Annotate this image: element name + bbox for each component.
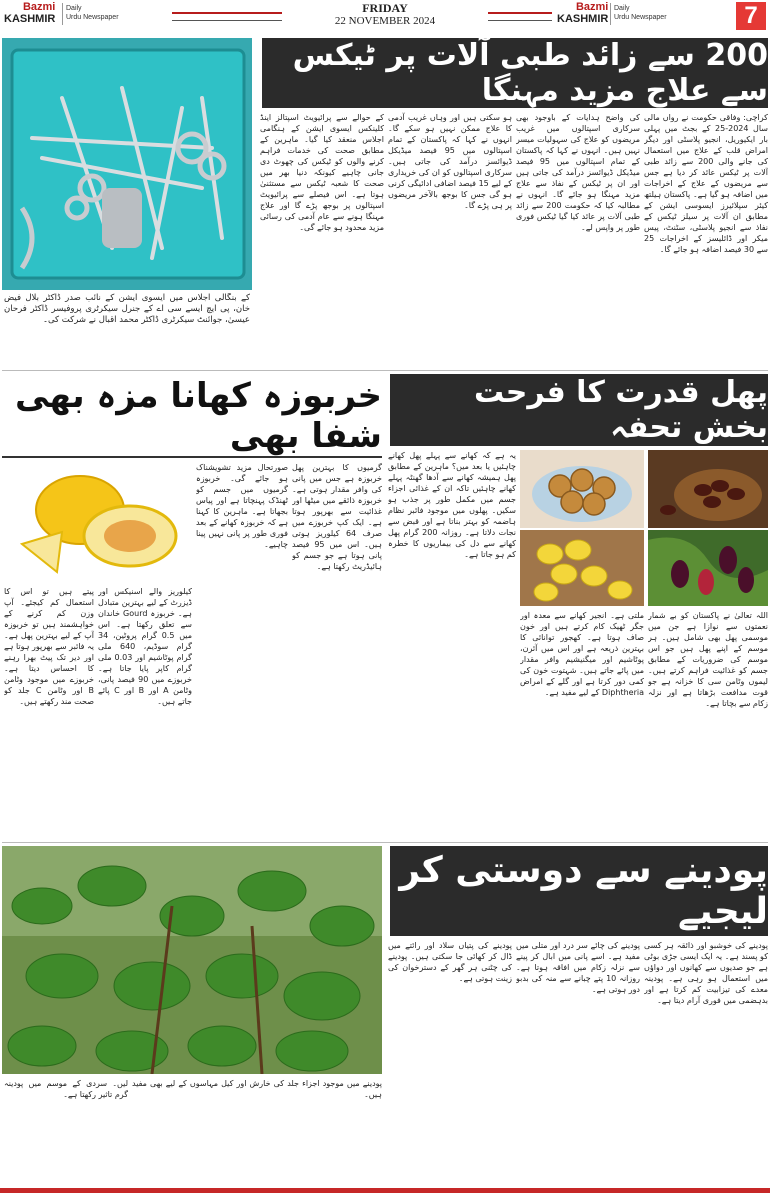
- story2-headline: پھل قدرت کا فرحت بخش تحفہ: [390, 374, 768, 446]
- story4-col-2: پودینے کی چائے سر درد اور متلی میں مفید ہے۔ اسے پانی میں ابال کر پینے سے نزلہ زکام میں افاقہ ہوتا ہے۔ روزانہ 10 پتے چبانے سے منہ کی بدبو دور ہوتی ہے۔: [516, 941, 640, 994]
- story2-col-3: اللہ تعالیٰ نے پاکستان کو بے شمار نعمتوں سے نوازا ہے جن میں موسمی پھل بھی شامل ہیں۔ ہر موسم کے اپنے پھل ہیں جو اس موسم کی ضروریات کے مطابق جسم کو غذائیت فراہم کرتے ہیں۔ لیموں وٹامن سی کا خزانہ ہے جو قوت مدافعت بڑھاتا ہے اور نزلہ زکام سے بچاتا ہے۔: [648, 611, 768, 708]
- story3-headline: خربوزہ کھانا مزہ بھی شفا بھی: [2, 374, 382, 458]
- daily-line1-right: Daily: [614, 5, 630, 12]
- brand-top: Bazmi: [22, 1, 56, 13]
- melon-photo: [2, 462, 192, 582]
- page-number-badge: 7: [736, 2, 766, 30]
- brand-top-right: Bazmi: [575, 1, 609, 13]
- dried-figs-photo: [520, 450, 644, 528]
- daily-line2-right: Urdu Newspaper: [614, 14, 667, 21]
- story3-col-3: صورتحال مزید تشویشناک ہو جائے گی۔ خربوزہ گرمیوں میں جسم کو ٹھنڈک پہنچاتا ہے اور پیاس بجھاتا ہے۔ ماہرین کا کہنا ہے کہ خربوزہ کھانے کے بعد فوری طور پر پانی نہیں پینا چاہیے۔: [196, 463, 288, 549]
- dates-photo: [648, 450, 768, 528]
- story3-col-1: گرمیوں کا بہترین پھل خربوزہ ہے جس میں پانی کی وافر مقدار ہوتی ہے۔ خربوزہ ذائقے میں میٹھا اور غذائیت سے بھرپور ہوتا ہے۔ ایک کپ خربوزے میں صرف 64 کیلوریز ہوتی ہیں۔ اس میں 95 فیصد پانی ہوتا ہے جو جسم کو ہائیڈریٹ رکھتا ہے۔: [292, 463, 382, 571]
- brand-logo-left: [4, 2, 55, 25]
- section-divider: [2, 370, 768, 371]
- day-label: FRIDAY: [362, 1, 408, 15]
- story2-col-1: یہ ہے کہ کھانے سے پہلے پھل کھانے چاہئیں یا بعد میں؟ ماہرین کے مطابق پھل ہمیشہ کھانے سے آدھا گھنٹہ پہلے کھانے چاہئیں تاکہ ان کے غذائی اجزاء جسم میں مکمل طور پر جذب ہو سکیں۔ پھلوں میں موجود فائبر نظام ہاضمہ کو بہتر بناتا ہے اور قبض سے نجات دلاتا ہے۔ روزانہ 200 گرام پھل کھانے سے دل کی بیماریوں کا خطرہ کم ہو جاتا ہے۔: [388, 451, 516, 559]
- story4-headline: پودینے سے دوستی کر لیجیے: [390, 846, 768, 936]
- daily-line2: Urdu Newspaper: [66, 14, 119, 21]
- story1-headline: 200 سے زائد طبی آلات پر ٹیکس سے علاج مزید مہنگا: [262, 38, 768, 108]
- brand-bottom: KASHMIR: [4, 13, 56, 25]
- brand-logo-right: [557, 2, 608, 25]
- mulberries-photo: [648, 530, 768, 606]
- story4-col-3: پودینے کی پتیاں سلاد اور رائتے میں ڈال کر کھائی جا سکتی ہیں۔ پودینے کی چٹنی ہر گھر کے دسترخوان کی زینت ہوتی ہے۔: [388, 941, 512, 983]
- daily-label-left: [66, 4, 119, 22]
- daily-label-right: [614, 4, 667, 22]
- story4-col-4: پودینے میں موجود اجزاء جلد کی خارش اور کیل مہاسوں کے لیے بھی مفید ہیں۔: [132, 1079, 382, 1099]
- story3-col-2: کیلوریز والے اسنیکس اور ڈیزرٹ کے لیے بہترین متبادل ہے۔ خربوزہ Gourd خاندان سے تعلق رکھتا ہے۔ اس میں 0.5 گرام پروٹین، 34 گرام سوڈیم، 640 ملی گرام پوٹاشیم اور 0.03 ملی گرام کاپر پایا جاتا ہے۔ خربوزے میں 90 فیصد پانی، وٹامن A اور B اور C پائے جاتے ہیں۔: [98, 587, 192, 706]
- masthead-date: [285, 2, 485, 28]
- story3-col-4: پیتے ہیں تو اس کا استعمال کم کیجئے۔ آپ وزن کم کرنے کے خواہشمند ہیں تو خربوزہ آپ کے لیے بہترین پھل ہے۔ یہ فائبر سے بھرپور ہوتا ہے اور دیر تک پیٹ بھرا رہنے کا احساس دیتا ہے۔ خربوزے میں موجود وٹامن B اور وٹامن C جلد کو صحت مند رکھتے ہیں۔: [4, 587, 94, 706]
- date-label: 22 NOVEMBER 2024: [334, 15, 436, 27]
- masthead-rule-right: [488, 12, 552, 21]
- masthead: [0, 0, 770, 34]
- story1-caption: کے بنگالی اجلاس میں ایسوی ایشن کے نائب صدر ڈاکٹر بلال فیض خان، پی ایچ ایسے سی اے کے جنرل سیکرٹری پروفیسر ڈاکٹر فرحان عیسیٰ، جوائنٹ سیکرٹری ڈاکٹر محمد اقبال نے شرکت کی۔: [4, 293, 250, 325]
- story4-col-1: پودینے کی خوشبو اور ذائقہ ہر کسی کو پسند ہے۔ یہ ایک ایسی جڑی بوٹی ہے جو صدیوں سے کھانوں اور دواؤں میں استعمال ہو رہی ہے۔ پودینہ معدے کی تیزابیت کم کرتا ہے اور بدہضمی میں فوری آرام دیتا ہے۔: [644, 941, 768, 1005]
- masthead-separator-right: [610, 3, 611, 25]
- story1-col-2: کی واضح ہدایات کے باوجود بھی سرکاری اسپتالوں میں غریب مریضوں کو علاج کی سہولیات میسر نہیں ہیں۔ انہوں نے کہا کہ پاکستان کے تمام اسپتالوں میں 95 فیصد میڈیکل ڈیوائسز درآمد کی جاتی ہیں اور ان پر ٹیکس کے نفاذ سے علاج مزید مہنگا ہو جائے گا۔ انہوں نے مطالبہ کیا کہ حکومت 200 سے زائد طبی آلات پر عائد کیا گیا ٹیکس فوری طور پر واپس لے۔: [516, 113, 640, 232]
- section-divider-2: [2, 842, 768, 843]
- brand-bottom-right: KASHMIR: [557, 13, 609, 25]
- lemons-photo: [520, 530, 644, 606]
- story1-col-1: کراچی: وفاقی حکومت نے رواں مالی سال 2024-25 کے بجٹ میں پہلی بار ایکیوریل، انجیو پلاسٹی اور دیگر امراض قلب کے علاج میں استعمال کی جانے والی 200 سے زائد طبی آلات پر ٹیکس عائد کر دیا ہے جس سے مریضوں کے علاج کے اخراجات میں اضافہ ہو گیا ہے۔ پاکستان ہیلتھ کیئر سپلائیرز ایسوسی ایشن کے مطابق ان آلات پر سیلز ٹیکس کے نفاذ سے انجیو پلاسٹی، سٹنٹ، پیس میکر اور ڈائلیسز کے اخراجات 25 سے 30 فیصد اضافہ ہو جائے گا۔: [644, 113, 768, 254]
- masthead-rule-left: [172, 12, 282, 21]
- story1-col-3: ہو سکتی ہیں اور وہاں غریب آدمی کا علاج ممکن نہیں ہو سکے گا۔ انہوں نے کہا کہ پاکستان کے تمام اسپتالوں میں 95 فیصد میڈیکل ڈیوائسز درآمد کی جاتی ہیں۔ سرکاری اسپتالوں کو ان کی خریداری کے لیے 15 فیصد اضافی ادائیگی کرنی ہو گی جس کا بوجھ بالآخر مریضوں پر ہی پڑے گا۔: [388, 113, 512, 210]
- masthead-separator: [62, 3, 63, 25]
- bottom-red-bar: [0, 1188, 770, 1193]
- story2-col-2: ملتی ہے۔ انجیر کھانے سے معدہ اور جگر ٹھیک کام کرتے ہیں اور خون صاف ہوتا ہے۔ کھجور توانائی کا بہترین ذریعہ ہے اور اس میں آئرن، پوٹاشیم اور میگنیشیم وافر مقدار میں پائے جاتے ہیں۔ شہتوت خون کی کمی دور کرتا ہے اور گلے کے امراض Diphtheria کے لیے مفید ہے۔: [520, 611, 644, 697]
- story1-col-4: کے حوالے سے پرائیویٹ اسپتالز اینڈ کلینکس ایسوی ایشن کے ہنگامی اجلاس منعقد کیا گیا۔ ماہرین کے مطابق صحت کی خدمات فراہم کرنے والوں کو ٹیکس کی چھوٹ دی جانی چاہیے کیونکہ دنیا بھر میں صحت کا شعبہ ٹیکس سے مستثنیٰ ہوتا ہے۔ اس فیصلے سے پرائیویٹ اسپتالوں پر بوجھ پڑے گا اور علاج مہنگا ہونے سے عام آدمی کی رسائی مزید محدود ہو جائے گی۔: [260, 113, 384, 232]
- mint-plant-photo: [2, 846, 382, 1074]
- surgical-instruments-photo: [2, 38, 252, 290]
- story4-col-5: لیں۔ سردی کے موسم میں پودینہ گرم تاثیر رکھتا ہے۔: [4, 1079, 128, 1099]
- daily-line1: Daily: [66, 5, 82, 12]
